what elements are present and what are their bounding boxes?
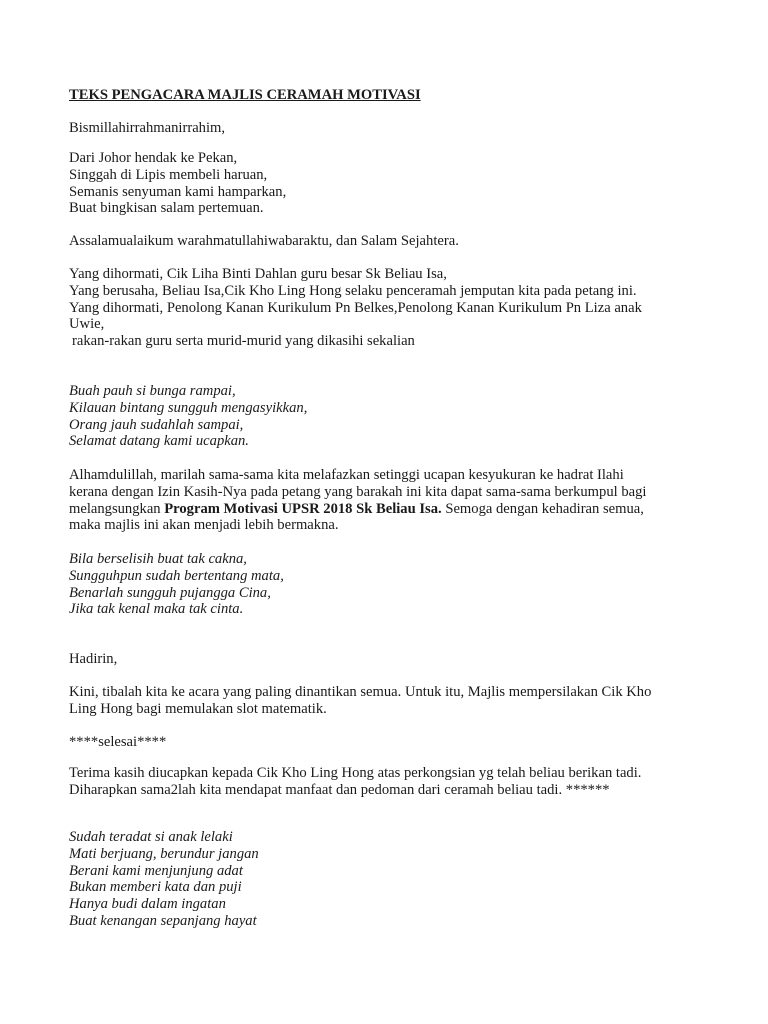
pantun-line: Kilauan bintang sungguh mengasyikkan, bbox=[69, 399, 308, 416]
opening-line bbox=[69, 120, 699, 137]
pantun-line: Selamat datang kami ucapkan. bbox=[69, 433, 249, 450]
honorific-line: Uwie, bbox=[69, 316, 105, 333]
closing-poem bbox=[69, 829, 699, 930]
document-title: TEKS PENGACARA MAJLIS CERAMAH MOTIVASI bbox=[69, 87, 421, 103]
pantun-line: Semanis senyuman kami hamparkan, bbox=[69, 183, 287, 200]
poem-line: Mati berjuang, berundur jangan bbox=[69, 845, 259, 862]
pantun-welcome bbox=[69, 150, 699, 217]
pantun-line: Dari Johor hendak ke Pekan, bbox=[69, 150, 238, 166]
poem-line: Buat kenangan sepanjang hayat bbox=[69, 912, 257, 929]
intro-line: Alhamdulillah, marilah sama-sama kita melafazkan setinggi ucapan kesyukuran ke hadrat Ilahi bbox=[69, 467, 624, 483]
pantun-line: Benarlah sungguh pujangga Cina, bbox=[69, 584, 271, 601]
program-name: Program Motivasi UPSR 2018 Sk Beliau Isa. bbox=[164, 500, 442, 517]
intro-line bbox=[69, 501, 699, 518]
intro-suffix: Semoga dengan kehadiran semua, bbox=[441, 500, 644, 517]
poem-line: Sudah teradat si anak lelaki bbox=[69, 829, 233, 845]
poem-line: Berani kami menjunjung adat bbox=[69, 862, 243, 879]
intro-paragraph bbox=[69, 467, 699, 534]
pantun-line: Sungguhpun sudah bertentang mata, bbox=[69, 567, 284, 584]
address-line bbox=[69, 651, 699, 668]
intro-prefix: melangsungkan bbox=[69, 500, 165, 517]
intro-line: kerana dengan Izin Kasih-Nya pada petang yang barakah ini kita dapat sama-sama berkumpul bagi bbox=[69, 483, 647, 500]
honorific-line: Yang dihormati, Penolong Kanan Kurikulum Pn Belkes,Penolong Kanan Kurikulum Pn Liza anak bbox=[69, 299, 642, 316]
pantun-line: Singgah di Lipis membeli haruan, bbox=[69, 166, 268, 183]
address-text: Hadirin, bbox=[69, 651, 118, 667]
invitation-paragraph bbox=[69, 684, 699, 718]
pantun-line: Buat bingkisan salam pertemuan. bbox=[69, 200, 264, 217]
end-marker-text: ****selesai**** bbox=[69, 734, 167, 750]
invitation-line: Ling Hong bagi memulakan slot matematik. bbox=[69, 700, 327, 717]
thanks-line: Terima kasih diucapkan kepada Cik Kho Ling Hong atas perkongsian yg telah beliau berikan tadi. bbox=[69, 765, 642, 781]
greeting-text: Assalamualaikum warahmatullahiwabaraktu, dan Salam Sejahtera. bbox=[69, 233, 459, 249]
intro-line: maka majlis ini akan menjadi lebih bermakna. bbox=[69, 517, 339, 534]
poem-line: Bukan memberi kata dan puji bbox=[69, 879, 242, 896]
thanks-line: Diharapkan sama2lah kita mendapat manfaat dan pedoman dari ceramah beliau tadi. ****** bbox=[69, 781, 610, 798]
pantun-line: Jika tak kenal maka tak cinta. bbox=[69, 601, 244, 618]
invitation-line: Kini, tibalah kita ke acara yang paling dinantikan semua. Untuk itu, Majlis mempersilakan Cik Kho bbox=[69, 684, 652, 700]
poem-line: Hanya budi dalam ingatan bbox=[69, 896, 226, 913]
honorific-line: Yang dihormati, Cik Liha Binti Dahlan guru besar Sk Beliau Isa, bbox=[69, 266, 447, 282]
honorific-line: Yang berusaha, Beliau Isa,Cik Kho Ling Hong selaku penceramah jemputan kita pada petang ini. bbox=[69, 282, 637, 299]
pantun-acquaintance bbox=[69, 551, 699, 618]
pantun-arrival bbox=[69, 383, 699, 450]
honorifics-paragraph bbox=[69, 266, 699, 350]
greeting-paragraph bbox=[69, 233, 699, 250]
pantun-line: Orang jauh sudahlah sampai, bbox=[69, 416, 244, 433]
honorific-line: rakan-rakan guru serta murid-murid yang dikasihi sekalian bbox=[72, 333, 415, 350]
pantun-line: Buah pauh si bunga rampai, bbox=[69, 383, 236, 399]
thanks-paragraph bbox=[69, 765, 699, 799]
pantun-line: Bila berselisih buat tak cakna, bbox=[69, 551, 247, 567]
opening-text: Bismillahirrahmanirrahim, bbox=[69, 120, 226, 136]
end-marker bbox=[69, 734, 699, 751]
